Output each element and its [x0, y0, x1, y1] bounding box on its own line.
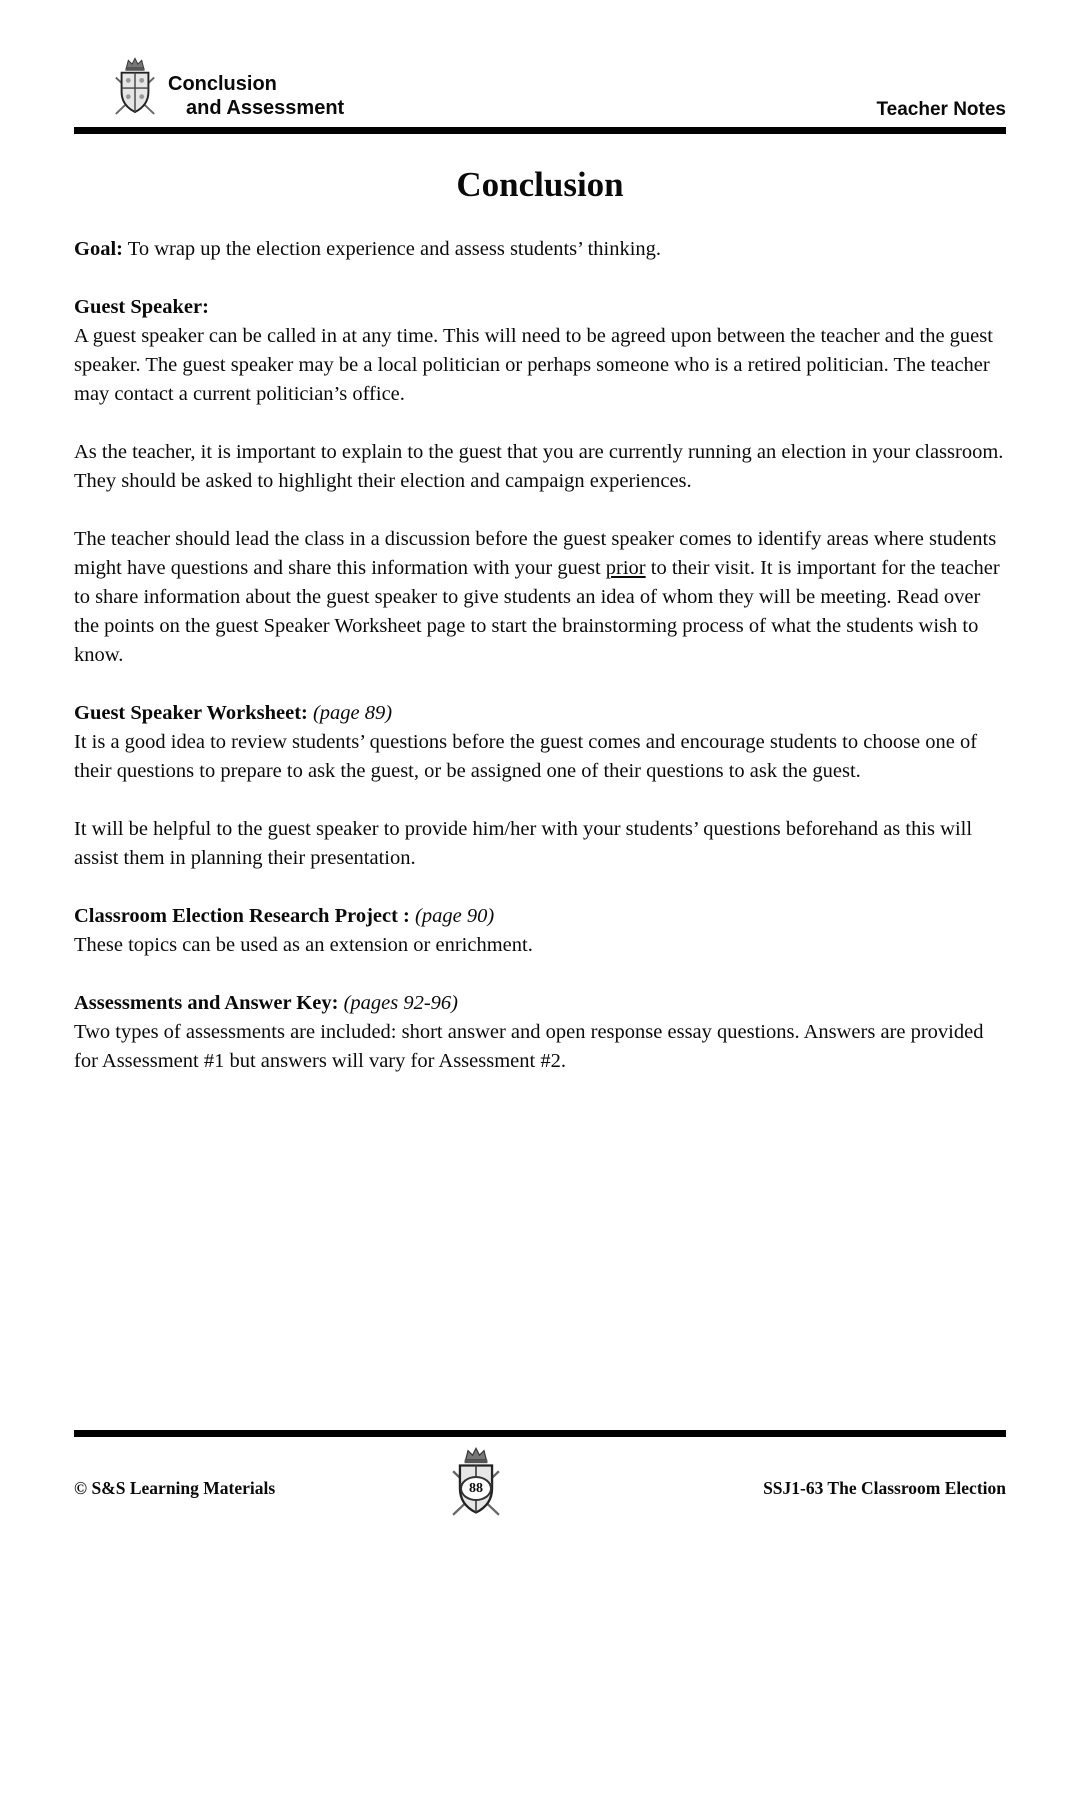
- assessments-heading-label: Assessments and Answer Key:: [74, 992, 339, 1014]
- guest-speaker-heading: Guest Speaker:: [74, 296, 209, 318]
- assessments-page-ref: (pages 92-96): [343, 992, 458, 1014]
- page-number-badge: [460, 1476, 492, 1501]
- page-title: Conclusion: [456, 165, 624, 204]
- worksheet-page-ref: (page 89): [312, 702, 393, 724]
- worksheet-para-2: It will be helpful to the guest speaker to provide him/her with your students’ questions beforehand as this will assist them in planning their presentation.: [74, 818, 973, 869]
- guest-speaker-para-3-before: The teacher should lead the class in a discussion before the guest speaker comes to identify areas where students might have questions and share this information with your guest: [74, 528, 997, 579]
- goal-paragraph: [74, 235, 1006, 264]
- research-project-para: These topics can be used as an extension or enrichment.: [74, 934, 533, 956]
- document-body: [0, 164, 1080, 1076]
- footer-product-code: SSJ1-63 The Classroom Election: [763, 1478, 1006, 1498]
- goal-text: To wrap up the election experience and assess students’ thinking.: [127, 238, 662, 260]
- worksheet-heading: [74, 699, 1006, 728]
- page-header: [0, 0, 1080, 122]
- research-project-heading-label: Classroom Election Research Project :: [74, 905, 410, 927]
- header-branding: [112, 56, 344, 122]
- crest-icon: [112, 56, 158, 122]
- research-project-page-ref: (page 90): [415, 905, 495, 927]
- header-title-block: [168, 56, 344, 122]
- guest-speaker-para-3: [74, 525, 1006, 670]
- footer-crest-icon: [448, 1446, 504, 1524]
- guest-speaker-para-3-after: to their visit. It is important for the teacher to share information about the guest speaker to give students an idea of whom they will be meeting. Read over the points on the guest Speaker Worksheet page to start the brainstorming process of what the students wish to know.: [74, 557, 1000, 666]
- footer-copyright: © S&S Learning Materials: [74, 1478, 276, 1498]
- assessments-heading: [74, 989, 1006, 1018]
- guest-speaker-para-1: A guest speaker can be called in at any time. This will need to be agreed upon between the teacher and the guest speaker. The guest speaker may be a local politician or perhaps someone who is a retired politician. The teacher may contact a current politician’s office.: [74, 325, 993, 405]
- header-title-line1: Conclusion: [168, 73, 277, 95]
- header-rule: [74, 127, 1006, 134]
- footer-rule: [74, 1430, 1006, 1437]
- header-title-line2: and Assessment: [186, 97, 345, 119]
- worksheet-para-1: It is a good idea to review students’ questions before the guest comes and encourage students to choose one of their questions to prepare to ask the guest, or be assigned one of their questions to ask the guest.: [74, 731, 978, 782]
- research-project-heading: [74, 902, 1006, 931]
- worksheet-heading-label: Guest Speaker Worksheet:: [74, 702, 308, 724]
- header-section-label: Teacher Notes: [876, 99, 1006, 120]
- goal-label: Goal:: [74, 238, 123, 260]
- prior-underlined-word: prior: [605, 557, 646, 579]
- guest-speaker-para-2: As the teacher, it is important to explain to the guest that you are currently running an election in your classroom. They should be asked to highlight their election and campaign experiences.: [74, 441, 1004, 492]
- assessments-para: Two types of assessments are included: short answer and open response essay questions. Answers are provided for Assessment #1 but answers will vary for Assessment #2.: [74, 1021, 984, 1072]
- page-number: 88: [469, 1480, 483, 1496]
